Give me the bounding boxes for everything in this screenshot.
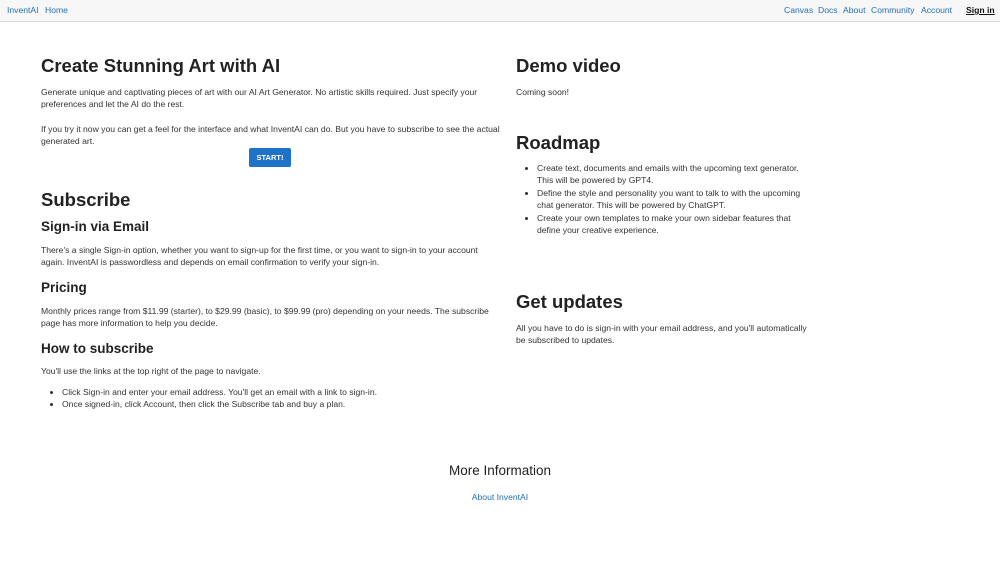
brand-link[interactable]: InventAI	[7, 5, 39, 15]
demo-video-title: Demo video	[516, 55, 621, 76]
demo-video-text: Coming soon!	[516, 87, 570, 97]
start-button[interactable]: START!	[249, 148, 291, 167]
docs-link[interactable]: Docs	[818, 5, 838, 15]
list-item: • Create text, documents and emails with the upcoming text generator. This will be powered by GPT4.	[537, 162, 807, 187]
list-item: • Click Sign-in and enter your email address. You'll get an email with a link to sign-in.	[62, 386, 502, 398]
how-to-subscribe-text: You'll use the links at the top right of the page to navigate.	[41, 366, 261, 376]
subscribe-steps-list	[41, 386, 502, 411]
list-item: • Once signed-in, click Account, then click the Subscribe tab and buy a plan.	[62, 398, 502, 410]
roadmap-list	[516, 162, 807, 237]
top-nav-bar	[0, 0, 1000, 22]
hero-trial-text: If you try it now you can get a feel for the interface and what InventAI can do. But you have to subscribe to see the actual generated art.	[41, 124, 500, 147]
account-link[interactable]: Account	[921, 5, 953, 15]
canvas-link[interactable]: Canvas	[784, 5, 814, 15]
home-link[interactable]: Home	[45, 5, 68, 15]
pricing-heading: Pricing	[41, 280, 87, 295]
community-link[interactable]: Community	[871, 5, 915, 15]
hero-intro-text: Generate unique and captivating pieces of art with our AI Art Generator. No artistic skills required. Just specify your preferences and let the AI do the rest.	[41, 87, 478, 110]
how-to-subscribe-heading: How to subscribe	[41, 341, 154, 356]
more-information-section	[0, 491, 1000, 503]
signin-text: There's a single Sign-in option, whether you want to sign-up for the first time, or you want to sign-in to your account again. InventAI is passwordless and depends on email confirmation to verify your sign-in.	[41, 245, 478, 268]
signin-heading: Sign-in via Email	[41, 219, 150, 234]
pricing-text: Monthly prices range from $11.99 (starter), to $29.99 (basic), to $99.99 (pro) depending on your needs. The subscribe page has more information to help you decide.	[41, 306, 489, 329]
get-updates-text: All you have to do is sign-in with your email address, and you'll automatically be subscribed to updates.	[516, 323, 807, 346]
sign-in-link[interactable]: Sign in	[966, 5, 995, 15]
hero-title: Create Stunning Art with AI	[41, 55, 281, 76]
about-inventai-link[interactable]: About InventAI	[471, 492, 529, 502]
subscribe-title: Subscribe	[41, 189, 131, 210]
more-information-title: More Information	[448, 463, 552, 478]
about-link[interactable]: About	[843, 5, 866, 15]
list-item: • Create your own templates to make your own sidebar features that define your creative experience.	[537, 212, 807, 237]
roadmap-title: Roadmap	[516, 132, 601, 153]
list-item: • Define the style and personality you want to talk to with the upcoming chat generator. This will be powered by ChatGPT.	[537, 187, 807, 212]
get-updates-title: Get updates	[516, 291, 623, 312]
